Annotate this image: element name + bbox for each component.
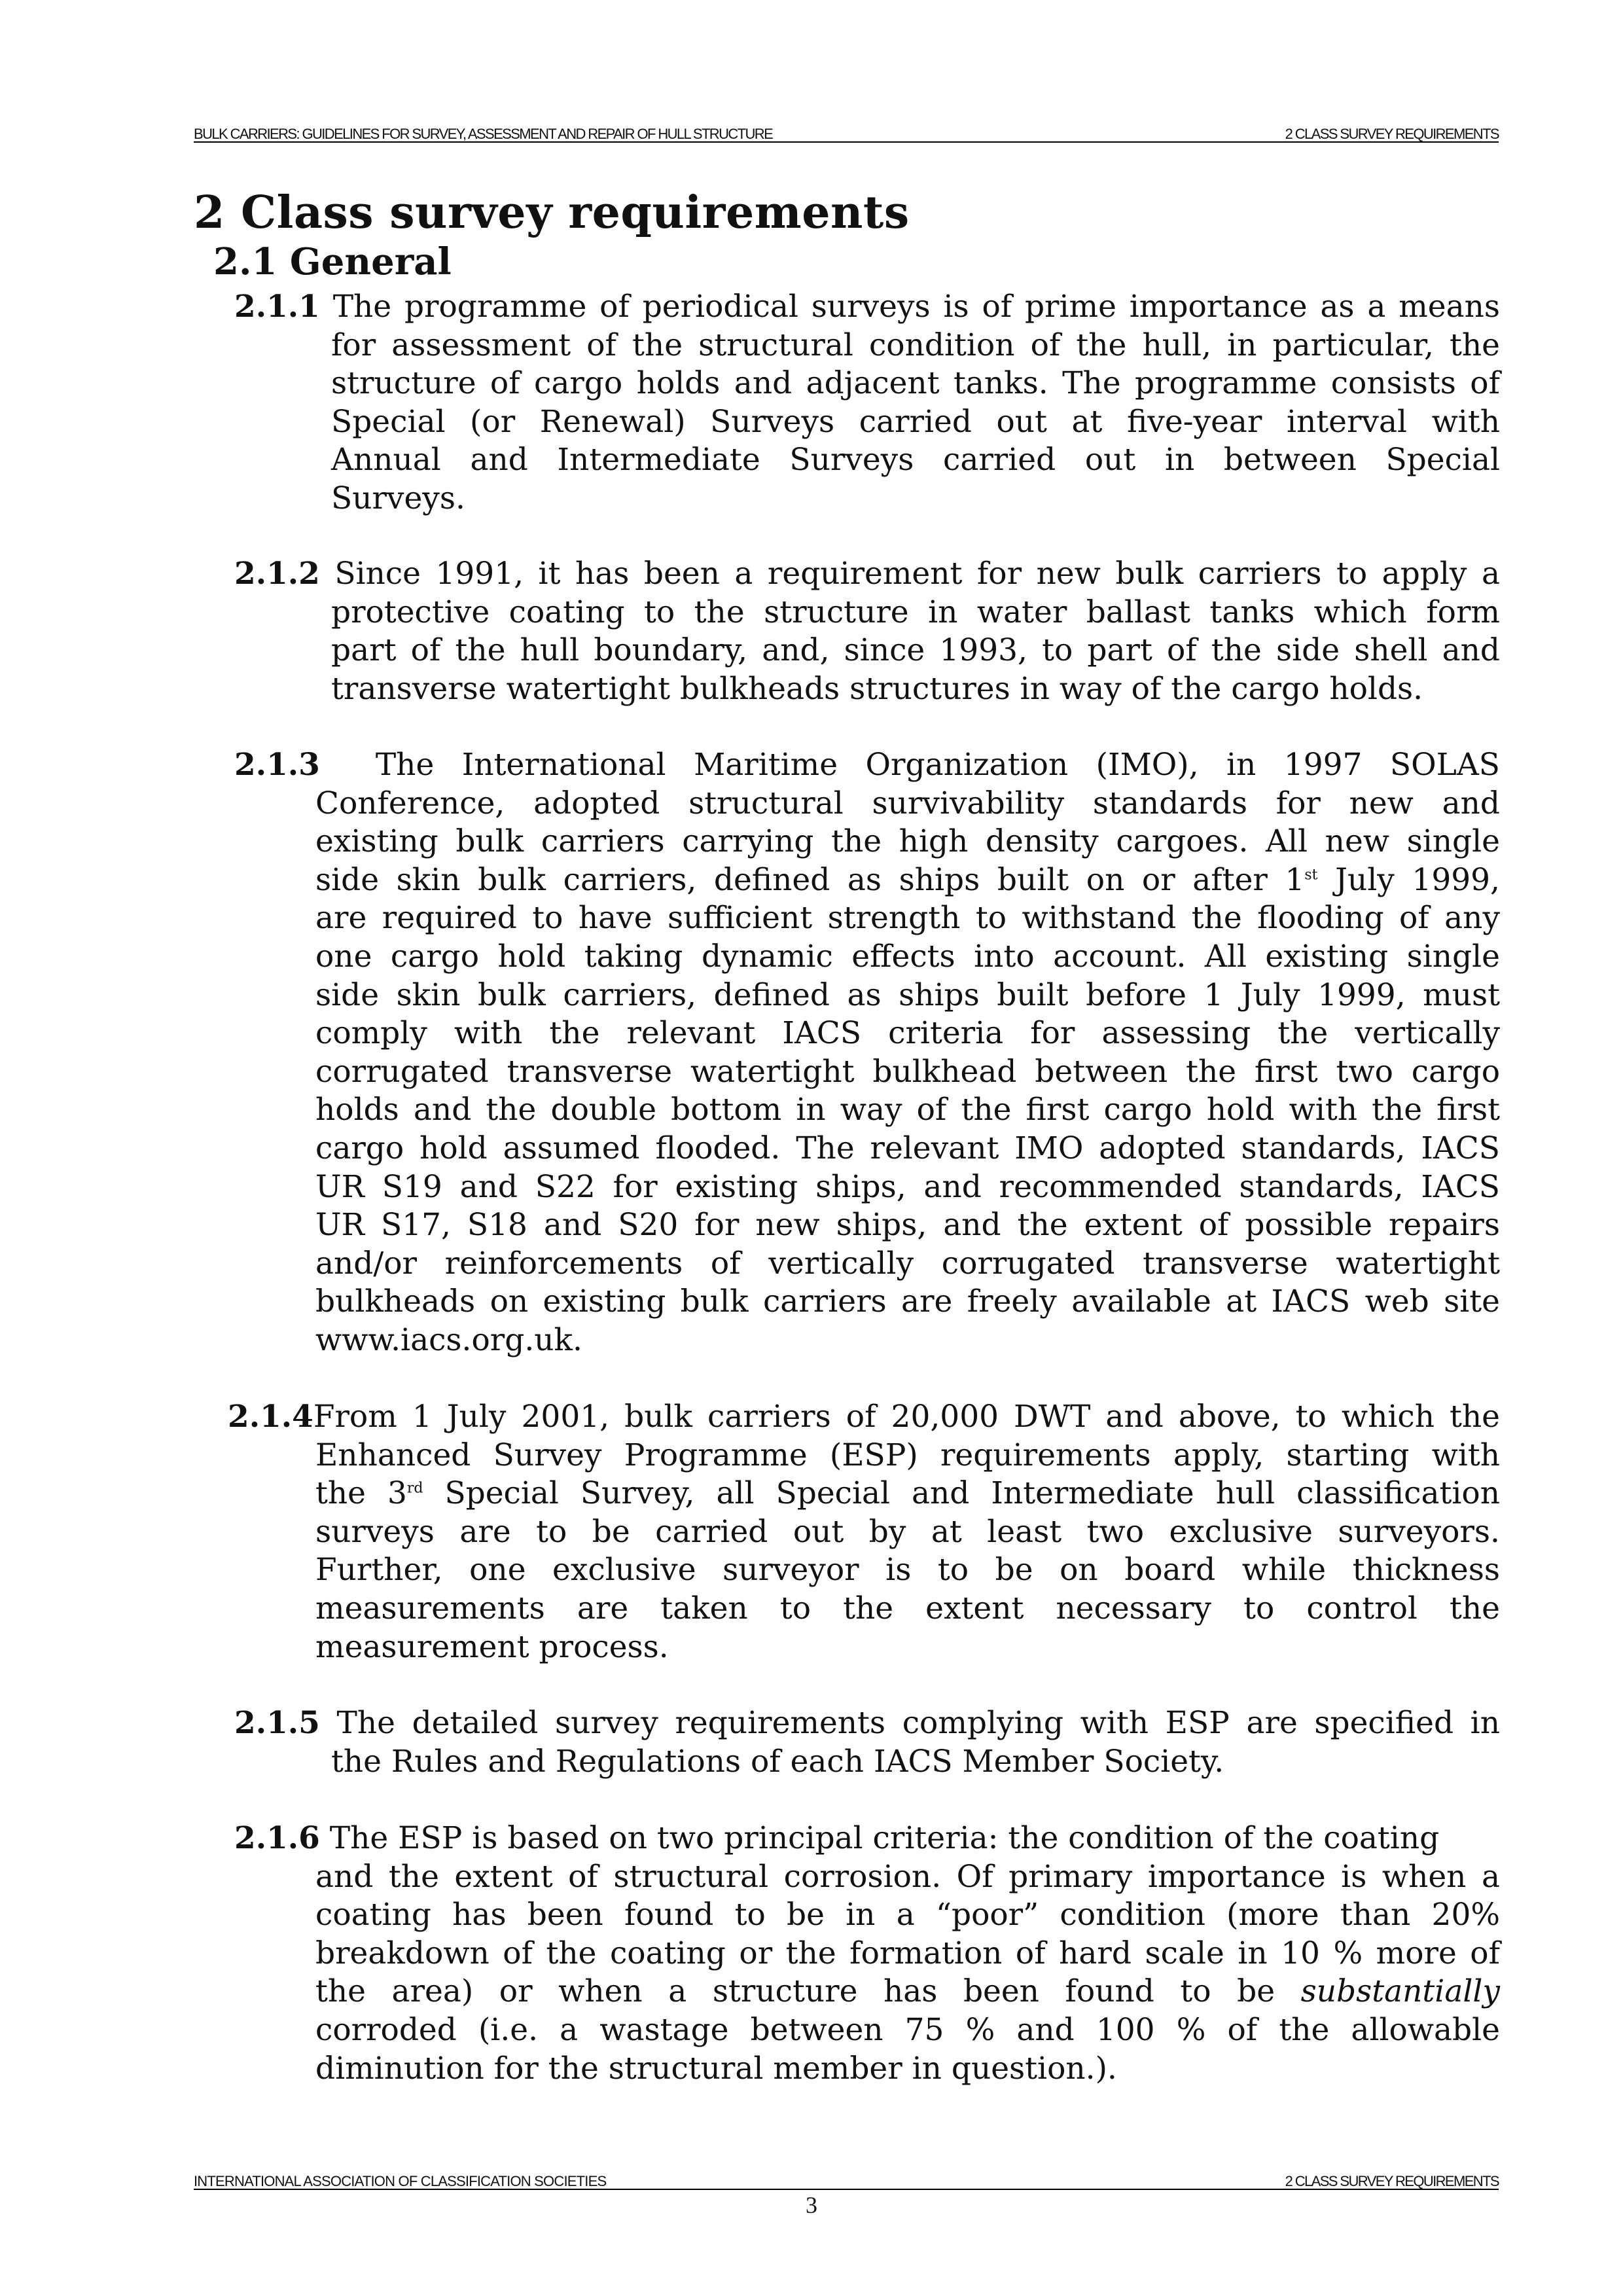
- para-line: and/or reinforcements of vertically corrugated transverse watertight: [315, 1245, 1500, 1282]
- page-header: [194, 119, 1499, 143]
- para-line: 2.1.1 The programme of periodical surveys is of prime importance as a means: [234, 289, 1500, 325]
- para-line: 2.1.5 The detailed survey requirements complying with ESP are specified in: [234, 1705, 1500, 1741]
- para-line: holds and the double bottom in way of the first cargo hold with the first: [315, 1092, 1500, 1128]
- para-line: coating has been found to be in a “poor” condition (more than 20%: [315, 1897, 1500, 1933]
- para-line: the 3rd Special Survey, all Special and Intermediate hull classification: [315, 1475, 1500, 1512]
- superscript-rd: rd: [406, 1480, 423, 1497]
- para-line: transverse watertight bulkheads structures in way of the cargo holds.: [331, 670, 1423, 707]
- paragraph-2-1-2: [234, 555, 1500, 708]
- para-line: Conference, adopted structural survivability standards for new and: [315, 785, 1500, 821]
- para-line: are required to have sufficient strength to withstand the flooding of any: [315, 900, 1500, 937]
- para-number: 2.1.6: [234, 1820, 320, 1856]
- para-line: 2.1.3 The International Maritime Organization (IMO), in 1997 SOLAS: [234, 747, 1500, 783]
- para-number: 2.1.4: [228, 1399, 313, 1435]
- para-number: 2.1.1: [234, 289, 320, 325]
- para-line: 2.1.4From 1 July 2001, bulk carriers of 20,000 DWT and above, to which the: [228, 1399, 1500, 1435]
- para-line: for assessment of the structural condition of the hull, in particular, the: [331, 327, 1500, 363]
- para-line: Surveys.: [331, 480, 465, 516]
- page-number: 3: [806, 2192, 817, 2218]
- para-line: existing bulk carriers carrying the high density cargoes. All new single: [315, 823, 1500, 860]
- para-line: surveys are to be carried out by at least two exclusive surveyors.: [315, 1513, 1500, 1550]
- para-line: corroded (i.e. a wastage between 75 % and 100 % of the allowable: [315, 2011, 1500, 2048]
- page-footer: [194, 2168, 1499, 2190]
- para-line: 2.1.6 The ESP is based on two principal criteria: the condition of the coating: [234, 1820, 1440, 1856]
- para-line: structure of cargo holds and adjacent tanks. The programme consists of: [331, 365, 1500, 402]
- para-line: Annual and Intermediate Surveys carried out in between Special: [331, 442, 1500, 478]
- page-title: 2 Class survey requirements: [194, 187, 910, 239]
- para-number: 2.1.2: [234, 556, 320, 592]
- section-heading: 2.1 General: [213, 240, 452, 283]
- paragraph-2-1-1: [234, 288, 1500, 518]
- para-line: Special (or Renewal) Surveys carried out at five-year interval with: [331, 403, 1500, 440]
- para-line: comply with the relevant IACS criteria for assessing the vertically: [315, 1015, 1500, 1052]
- para-line: side skin bulk carriers, defined as ships built on or after 1st July 1999,: [315, 861, 1500, 898]
- para-line: Enhanced Survey Programme (ESP) requirements apply, starting with: [315, 1437, 1500, 1473]
- para-line: the area) or when a structure has been found to be substantially: [315, 1973, 1500, 2010]
- superscript-st: st: [1304, 867, 1318, 884]
- para-line: and the extent of structural corrosion. Of primary importance is when a: [315, 1858, 1500, 1895]
- header-left: BULK CARRIERS: GUIDELINES FOR SURVEY, ASSESSMENT AND REPAIR OF HULL STRUCTURE: [194, 126, 773, 142]
- para-line: diminution for the structural member in question.).: [315, 2050, 1117, 2087]
- para-line: protective coating to the structure in water ballast tanks which form: [331, 594, 1500, 630]
- footer-right: 2 CLASS SURVEY REQUIREMENTS: [1285, 2173, 1499, 2189]
- paragraph-2-1-6: [234, 1820, 1500, 2088]
- para-line: one cargo hold taking dynamic effects into account. All existing single: [315, 938, 1500, 975]
- paragraph-2-1-4: [228, 1398, 1500, 1666]
- para-line: the Rules and Regulations of each IACS Member Society.: [331, 1743, 1224, 1780]
- para-line: measurements are taken to the extent necessary to control the: [315, 1590, 1500, 1626]
- para-line: corrugated transverse watertight bulkhead between the first two cargo: [315, 1053, 1500, 1090]
- header-right: 2 CLASS SURVEY REQUIREMENTS: [1285, 126, 1499, 142]
- para-line: Further, one exclusive surveyor is to be on board while thickness: [315, 1552, 1500, 1588]
- para-line: www.iacs.org.uk.: [315, 1321, 582, 1358]
- footer-left: INTERNATIONAL ASSOCIATION OF CLASSIFICATION SOCIETIES: [194, 2173, 607, 2189]
- para-line: measurement process.: [315, 1628, 669, 1665]
- para-line: part of the hull boundary, and, since 1993, to part of the side shell and: [331, 632, 1500, 669]
- para-line: UR S17, S18 and S20 for new ships, and the extent of possible repairs: [315, 1207, 1500, 1244]
- para-line: bulkheads on existing bulk carriers are freely available at IACS web site: [315, 1283, 1500, 1320]
- paragraph-2-1-3: [234, 746, 1500, 1360]
- para-line: breakdown of the coating or the formation of hard scale in 10 % more of: [315, 1935, 1500, 1971]
- para-line: side skin bulk carriers, defined as ships built before 1 July 1999, must: [315, 977, 1500, 1013]
- italic-word: substantially: [1300, 1973, 1500, 2010]
- paragraph-2-1-5: [234, 1704, 1500, 1781]
- para-line: 2.1.2 Since 1991, it has been a requirement for new bulk carriers to apply a: [234, 556, 1500, 592]
- para-number: 2.1.5: [234, 1705, 320, 1741]
- para-line: UR S19 and S22 for existing ships, and recommended standards, IACS: [315, 1168, 1500, 1205]
- para-number: 2.1.3: [234, 747, 320, 783]
- para-line: cargo hold assumed flooded. The relevant IMO adopted standards, IACS: [315, 1130, 1500, 1166]
